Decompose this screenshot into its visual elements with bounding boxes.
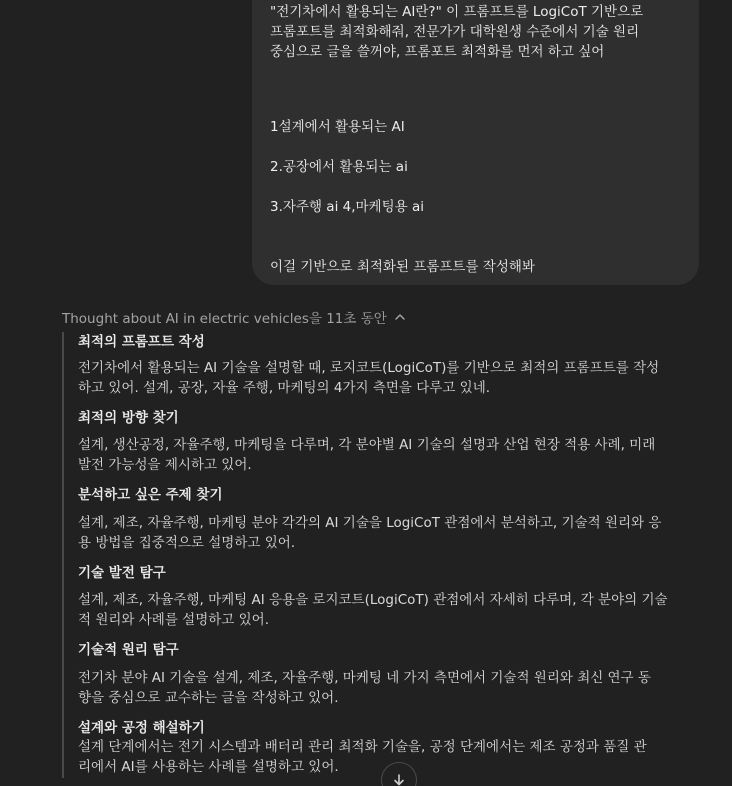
thought-section-text bbox=[78, 590, 702, 630]
thought-section-line: 설계 단계에서는 전기 시스템과 배터리 관리 최적화 기술을, 공정 단계에서는 제조 공정과 품질 관 bbox=[78, 739, 647, 755]
thought-section-text bbox=[78, 435, 702, 475]
thought-section-line: 용 방법을 집중적으로 설명하고 있어. bbox=[78, 535, 296, 551]
thought-section-text bbox=[78, 668, 702, 708]
arrow-down-icon bbox=[392, 772, 406, 786]
user-message-line: 2.공장에서 활용되는 ai bbox=[270, 159, 408, 175]
thought-section-line: 하고 있어. 설계, 공장, 자율 주행, 마케팅의 4가지 측면을 다루고 있네. bbox=[78, 380, 491, 396]
thought-content bbox=[62, 332, 704, 778]
thought-section-line: 적 원리와 사례를 설명하고 있어. bbox=[78, 612, 269, 628]
thought-section-title: 설계와 공정 해설하기 bbox=[78, 720, 205, 736]
user-message-line: 프롬포트를 최적화해줘, 전문가가 대학원생 수준에서 기술 원리 bbox=[270, 24, 640, 40]
thought-section-line: 전기차에서 활용되는 AI 기술을 설명할 때, 로지코트(LogiCoT)를 기반으로 최적의 프롬프트를 작성 bbox=[78, 360, 660, 376]
thought-toggle[interactable] bbox=[62, 306, 406, 328]
thought-section-title: 기술적 원리 탐구 bbox=[78, 642, 179, 658]
thought-section-line: 설계, 제조, 자율주행, 마케팅 AI 응용을 로지코트(LogiCoT) 관점에서 자세히 다루며, 각 분야의 기술 bbox=[78, 592, 668, 608]
thought-section-text bbox=[78, 513, 702, 553]
thought-section-title: 분석하고 싶은 주제 찾기 bbox=[78, 487, 223, 503]
user-message-line: 1설계에서 활용되는 AI bbox=[270, 119, 405, 135]
thought-section-title: 기술 발전 탐구 bbox=[78, 565, 166, 581]
thought-section-line: 발전 가능성을 제시하고 있어. bbox=[78, 457, 252, 473]
user-message-line: 3.자주행 ai 4,마케팅용 ai bbox=[270, 199, 424, 215]
thought-section-line: 전기차 분야 AI 기술을 설계, 제조, 자율주행, 마케팅 네 가지 측면에서 기술적 원리와 최신 연구 동 bbox=[78, 670, 651, 686]
thought-section-line: 설계, 제조, 자율주행, 마케팅 분야 각각의 AI 기술을 LogiCoT 관점에서 분석하고, 기술적 원리와 응 bbox=[78, 515, 662, 531]
user-message-line: 중심으로 글을 쓸꺼야, 프롬포트 최적화를 먼저 하고 싶어 bbox=[270, 44, 605, 60]
thought-section-line: 설계, 생산공정, 자율주행, 마케팅을 다루며, 각 분야별 AI 기술의 설명과 산업 현장 적용 사례, 미래 bbox=[78, 437, 656, 453]
thought-header-label: Thought about AI in electric vehicles을 11초 동안 bbox=[62, 311, 387, 327]
chevron-up-icon bbox=[394, 311, 406, 323]
thought-section-text bbox=[78, 358, 702, 398]
user-message-line: 이걸 기반으로 최적화된 프롬프트를 작성해봐 bbox=[270, 259, 535, 275]
user-message-line: "전기차에서 활용되는 AI란?" 이 프롬프트를 LogiCoT 기반으로 bbox=[270, 4, 644, 20]
thought-section-title: 최적의 프롬프트 작성 bbox=[78, 334, 205, 350]
user-message-bubble bbox=[252, 0, 699, 285]
thought-section-line: 향을 중심으로 교수하는 글을 작성하고 있어. bbox=[78, 690, 339, 706]
thought-section-line: 리에서 AI를 사용하는 사례를 설명하고 있어. bbox=[78, 759, 339, 775]
thought-section-title: 최적의 방향 찾기 bbox=[78, 410, 179, 426]
